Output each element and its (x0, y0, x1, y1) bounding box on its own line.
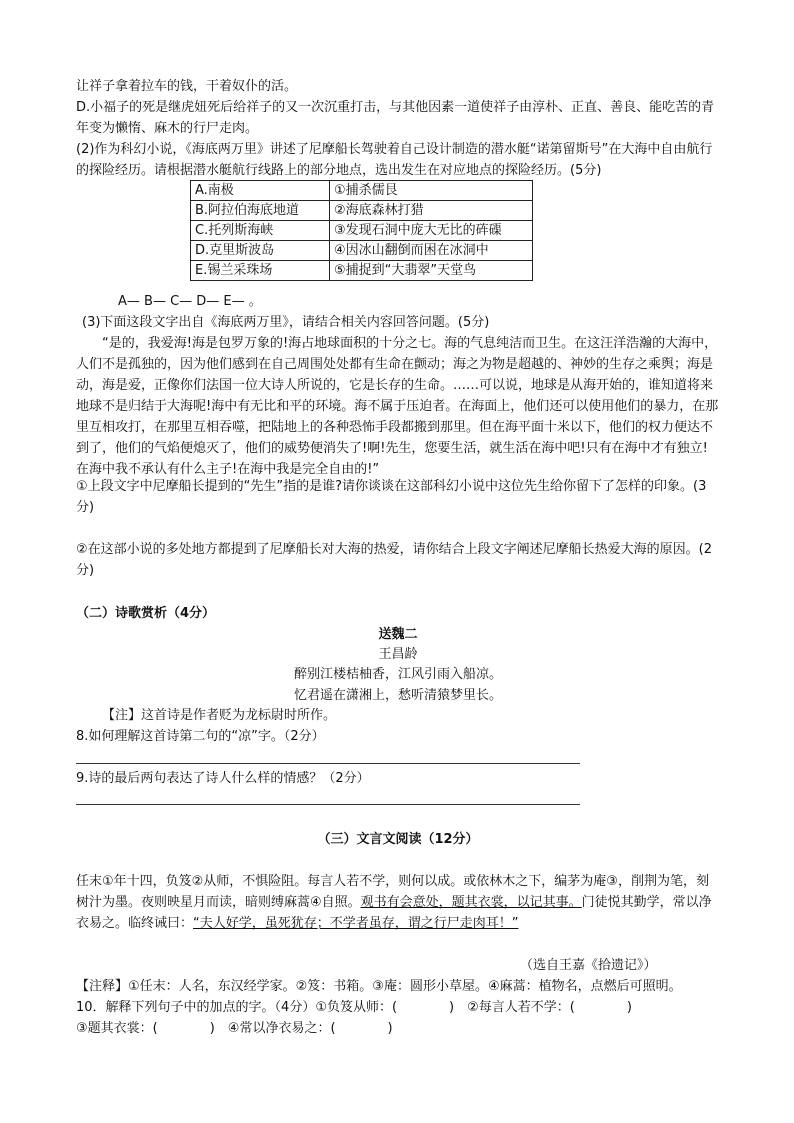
question-2: (2)作为科幻小说，《海底两万里》讲述了尼摩船长驾驶着自己设计制造的潜水艇“诺第留斯号”在大海中自由航行的探险经历。请根据潜水艇航行线路上的部分地点，选出发生在对应地点的探险经历。(5分) (76, 142, 713, 178)
question-3: (3)下面这段文字出自《海底两万里》，请结合相关内容回答问题。(5分) (82, 315, 490, 330)
answer-line: A— B— C— D— E— 。 (118, 294, 262, 309)
table-row (191, 181, 533, 201)
event-cell: ⑤捕捉到“大翡翠”天堂鸟 (330, 261, 533, 281)
option-d: D.小福子的死是继虎妞死后给祥子的又一次沉重打击，与其他因素一道使祥子由淳朴、正直、善良、能吃苦的青年变为懒惰、麻木的行尸走肉。 (76, 100, 715, 136)
place-cell: B.阿拉伯海底地道 (191, 201, 330, 221)
route-table (190, 180, 533, 281)
place-cell: D.克里斯波岛 (191, 241, 330, 261)
continued-text: 让祥子拿着拉车的钱，干着奴仆的活。 (76, 79, 298, 94)
event-cell: ①捕杀儒艮 (330, 181, 533, 201)
poem-line-2: 忆君遥在潇湘上，愁听清猿梦里长。 (293, 688, 502, 703)
question-8: 8.如何理解这首诗第二句的“凉”字。（2分） (76, 729, 325, 744)
passage: “是的，我爱海!海是包罗万象的!海占地球面积的十分之七。海的气息纯洁而卫生。在这汪洋浩瀚的大海中，人们不是孤独的，因为他们感到在自己周围处处都有生命在颤动；海之为物是超越的、神妙的生存之乘舆；海是动，海是爱，正像你们法国一位大诗人所说的，它是长存的生命。……可以说，地球是从海开始的，谁知道将来地球不是归结于大海呢!海中有无比和平的环境。海不属于压迫者。在海面上，他们还可以使用他们的暴力，在那里互相攻打，在那里互相吞噬，把陆地上的各种恐怖手段都搬到那里。但在海平面十米以下，他们的权力便达不到了，他们的气焰便熄灭了，他们的威势便消失了!啊!先生，您要生活，就生活在海中吧!只有在海中才有独立!在海中我不承认有什么主子!在海中我是完全自由的!” (76, 336, 719, 477)
event-cell: ②海底森林打猎 (330, 201, 533, 221)
table-row (191, 241, 533, 261)
underlined-sentence: 观书有会意处，题其衣裳，以记其事。 (360, 895, 582, 910)
question-9: 9.诗的最后两句表达了诗人什么样的情感？（2分） (76, 771, 370, 786)
classical-text (76, 871, 720, 934)
classical-text-part: 门徒悦其勤学，常以净衣易之。临终诫曰： (76, 895, 712, 931)
sub-question-2: ②在这部小说的多处地方都提到了尼摩船长对大海的热爱，请你结合上段文字阐述尼摩船长热爱大海的原因。(2分) (76, 542, 712, 578)
table-row (191, 261, 533, 281)
poem-note: 【注】这首诗是作者贬为龙标尉时所作。 (102, 708, 337, 723)
annotations: 【注释】①任末：人名，东汉经学家。②笈：书箱。③庵：圆形小草屋。④麻蒿：植物名，点燃后可照明。 (76, 979, 682, 994)
place-cell: E.锡兰采珠场 (191, 261, 330, 281)
event-cell: ③发现石洞中庞大无比的砗磲 (330, 221, 533, 241)
answer-line (76, 763, 580, 764)
answer-line (76, 804, 580, 805)
section-heading-classical: （三）文言文阅读（12分） (317, 832, 479, 847)
question-10: 10．解释下列句子中的加点的字。（4分）①负笈从师：( ) ②每言人若不学：( ) (76, 1000, 632, 1015)
section-heading-poetry: （二）诗歌赏析（4分） (76, 606, 216, 621)
event-cell: ④因冰山翻倒而困在冰洞中 (330, 241, 533, 261)
poem-line-1: 醉别江楼桔柚香，江风引雨入船凉。 (293, 667, 502, 682)
poem-title: 送魏二 (378, 627, 418, 642)
poem-author: 王昌龄 (378, 647, 418, 662)
classical-text-part: 任末①年十四，负笈②从师，不惧险阻。每言人若不学，则何以成。或依林木之下，编茅为庵③，削荆为笔，刻树汁为墨。夜则映星月而读，暗则缚麻蒿④自照。 (76, 874, 709, 910)
sub-question-1: ①上段文字中尼摩船长提到的“先生”指的是谁?请你谈谈在这部科幻小说中这位先生给你留下了怎样的印象。(3分) (76, 479, 707, 515)
underlined-sentence: “夫人好学，虽死犹存；不学者虽存，谓之行尸走肉耳！” (193, 916, 519, 931)
place-cell: C.托列斯海峡 (191, 221, 330, 241)
place-cell: A.南极 (191, 181, 330, 201)
question-10-cont: ③题其衣裳：( ) ④常以净衣易之：( ) (76, 1021, 393, 1036)
source: （选自王嘉《拾遗记》） (520, 958, 657, 973)
table-row (191, 201, 533, 221)
table-row (191, 221, 533, 241)
